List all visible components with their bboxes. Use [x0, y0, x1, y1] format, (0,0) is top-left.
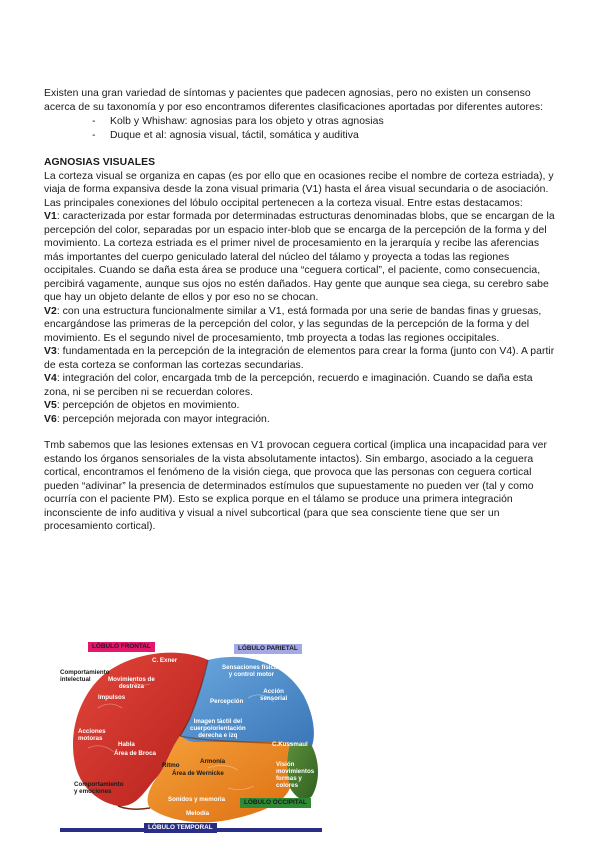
perception-label: Percepción [210, 698, 244, 705]
area-name: V1 [44, 211, 57, 222]
body-tactile-image-label: Imagen táctil del cuerpo/orientación derecha e izq [190, 718, 246, 739]
area-name: V2 [44, 305, 57, 317]
intro-paragraph: Existen una gran variedad de síntomas y pacientes que padecen agnosias, pero no existen un consenso acerca de su taxonomía y por eso encontramos diferentes clasificaciones aportadas por diferentes autores: [44, 88, 544, 113]
sensory-action-label: Acción sensorial [260, 688, 288, 702]
area-description: : fundamentada en la percepción de la integración de elementos para crear la forma (junto con V4). A partir de esta corteza se conforman las cortezas secundarias. [44, 346, 555, 371]
area-name: V6 [44, 413, 57, 425]
sounds-memory-label: Sonidos y memoria [168, 796, 226, 803]
area-v5 [44, 399, 559, 413]
intellectual-behavior-label: Comportamiento intelectual [60, 669, 110, 683]
area-description: : integración del color, encargada tmb de la percepción, recuerdo e imaginación. Cuando se daña esta zona, ni se perciben ni se recuerdan colores. [44, 373, 533, 398]
list-item [44, 129, 559, 143]
author-list [44, 115, 559, 142]
blindsight-paragraph: Tmb sabemos que las lesiones extensas en V1 provocan ceguera cortical (implica una incapacidad para ver estando los órganos sensoriales de la vista absolutamente intactos). Sin embargo, asociado a la ceguera cortical, encontramos el fenómeno de la visión ciega, que provoca que las personas con ceguera cortical pueden “adivinar” la presencia de determinados estímulos que supuestamente no pueden ver (tal y como ocurría con el paciente PM). Esto se explica porque en el tálamo se produce una primera integración inconsciente de info auditiva y visual a nivel subcortical (para que sea consciente tiene que ser un procesamiento cortical). [44, 440, 548, 532]
harmony-label: Armonía [200, 758, 226, 765]
area-v2 [44, 305, 559, 346]
speech-label: Habla [118, 741, 135, 748]
wernicke-area-label: Área de Wernicke [172, 770, 224, 777]
area-v4 [44, 372, 559, 399]
temporal-lobe-label: LÓBULO TEMPORAL [144, 823, 217, 833]
document-text [44, 87, 559, 534]
physical-sensations-label: Sensaciones físicas y control motor [222, 664, 281, 678]
melody-label: Melodía [186, 810, 210, 817]
brain-lobes-figure [58, 638, 326, 834]
dexterity-movements-label: Movimientos de destreza [108, 676, 155, 690]
frontal-lobe-label: LÓBULO FRONTAL [88, 642, 155, 652]
visual-cortex-paragraph: La corteza visual se organiza en capas (es por ello que en ocasiones recibe el nombre de corteza estriada), y viaja de forma expansiva desde la zona visual primaria (V1) hasta el área visual secundaria o de asociación. Las principales conexiones del lóbulo occipital pertenecen a la corteza visual. Entre estas destacamos: [44, 170, 554, 209]
c-kussmaul-label: C.Kussmaul [272, 741, 308, 748]
rhythm-label: Ritmo [162, 762, 180, 769]
area-description: : percepción de objetos en movimiento. [56, 400, 240, 411]
area-description: : percepción mejorada con mayor integración. [56, 413, 270, 425]
area-v3 [44, 345, 559, 372]
area-description: : caracterizada por estar formada por determinadas estructuras denominadas blobs, que se encargan de la percepción del color, separadas por un espacio inter-blob que se encarga de la percepción de la forma y del movimiento. La corteza estriada es el primer nivel de procesamiento en la jerarquía y recibe las aferencias más importantes del cuerpo geniculado lateral del núcleo del tálamo y proyecta a todas las regiones occipitales. Cuando se daña esta área se produce una “ceguera cortical”, el paciente, como consecuencia, percibirá vagamente, aunque sus ojos no estén dañados. Hay gente que aunque sea ciega, su cerebro sabe que hay un objeto delante de ellos y por eso no se chocan. [44, 211, 555, 303]
list-dash: - [92, 129, 96, 141]
broca-area-label: Área de Broca [114, 750, 156, 757]
list-item-text: Duque et al: agnosia visual, táctil, somática y auditiva [110, 129, 359, 141]
parietal-lobe-label: LÓBULO PARIETAL [234, 644, 302, 654]
area-name: V4 [44, 373, 57, 384]
area-v1 [44, 210, 559, 305]
list-dash: - [92, 116, 96, 127]
c-exner-label: C. Exner [152, 657, 178, 664]
area-v6 [44, 413, 559, 427]
area-description: : con una estructura funcionalmente similar a V1, está formada por una serie de bandas finas y gruesas, encargándose las primeras de la percepción del color, y las segundas de la percepción de la forma y del movimiento. Es el segundo nivel de procesamiento, tmb proyecta a todas las regiones occipitales. [44, 305, 542, 344]
impulses-label: Impulsos [98, 694, 126, 701]
area-name: V5 [44, 400, 57, 411]
list-item [44, 115, 559, 129]
vision-label: Visión movimientos formas y colores [276, 761, 315, 789]
list-item-text: Kolb y Whishaw: agnosias para los objeto y otras agnosias [110, 116, 384, 127]
area-name: V3 [44, 346, 57, 357]
occipital-lobe-label: LÓBULO OCCIPITAL [240, 798, 311, 808]
section-heading: AGNOSIAS VISUALES [44, 157, 156, 168]
behavior-emotions-label: Comportamiento y emociones [74, 781, 124, 795]
motor-actions-label: Acciones motoras [78, 728, 106, 742]
